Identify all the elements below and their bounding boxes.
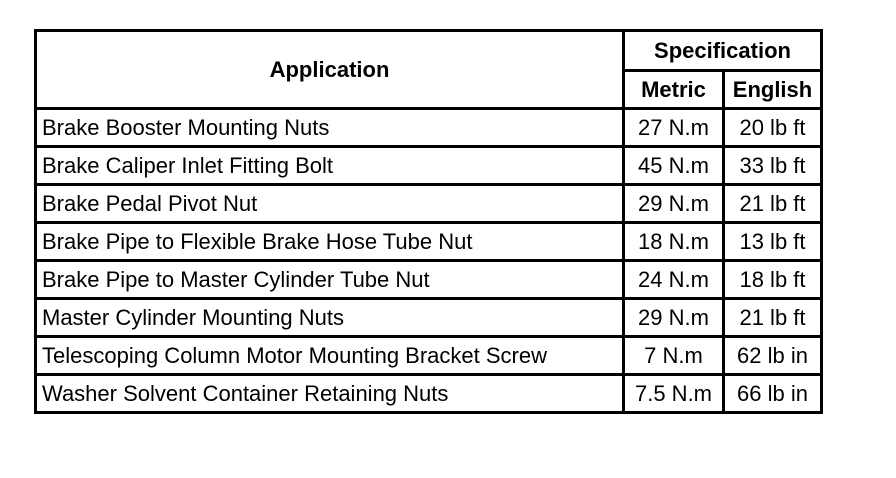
table-row xyxy=(36,299,822,337)
table-row xyxy=(36,261,822,299)
cell-metric: 45 N.m xyxy=(624,147,724,185)
header-metric: Metric xyxy=(624,71,724,109)
header-application: Application xyxy=(36,31,624,109)
cell-application: Brake Pedal Pivot Nut xyxy=(36,185,624,223)
cell-application: Washer Solvent Container Retaining Nuts xyxy=(36,375,624,413)
cell-english: 21 lb ft xyxy=(724,299,822,337)
cell-english: 20 lb ft xyxy=(724,109,822,147)
cell-application: Brake Caliper Inlet Fitting Bolt xyxy=(36,147,624,185)
table-row xyxy=(36,337,822,375)
cell-metric: 29 N.m xyxy=(624,185,724,223)
cell-metric: 18 N.m xyxy=(624,223,724,261)
cell-application: Master Cylinder Mounting Nuts xyxy=(36,299,624,337)
header-specification: Specification xyxy=(624,31,822,71)
table-row xyxy=(36,185,822,223)
header-english: English xyxy=(724,71,822,109)
cell-metric: 24 N.m xyxy=(624,261,724,299)
header-row-top xyxy=(36,31,822,71)
cell-metric: 29 N.m xyxy=(624,299,724,337)
cell-english: 62 lb in xyxy=(724,337,822,375)
table-row xyxy=(36,147,822,185)
cell-english: 66 lb in xyxy=(724,375,822,413)
cell-english: 21 lb ft xyxy=(724,185,822,223)
cell-metric: 27 N.m xyxy=(624,109,724,147)
cell-application: Brake Booster Mounting Nuts xyxy=(36,109,624,147)
cell-application: Telescoping Column Motor Mounting Bracket Screw xyxy=(36,337,624,375)
cell-english: 33 lb ft xyxy=(724,147,822,185)
table-row xyxy=(36,223,822,261)
torque-spec-table xyxy=(34,29,823,414)
cell-application: Brake Pipe to Master Cylinder Tube Nut xyxy=(36,261,624,299)
table-row xyxy=(36,109,822,147)
table-row xyxy=(36,375,822,413)
cell-metric: 7 N.m xyxy=(624,337,724,375)
cell-metric: 7.5 N.m xyxy=(624,375,724,413)
cell-english: 13 lb ft xyxy=(724,223,822,261)
cell-english: 18 lb ft xyxy=(724,261,822,299)
cell-application: Brake Pipe to Flexible Brake Hose Tube Nut xyxy=(36,223,624,261)
